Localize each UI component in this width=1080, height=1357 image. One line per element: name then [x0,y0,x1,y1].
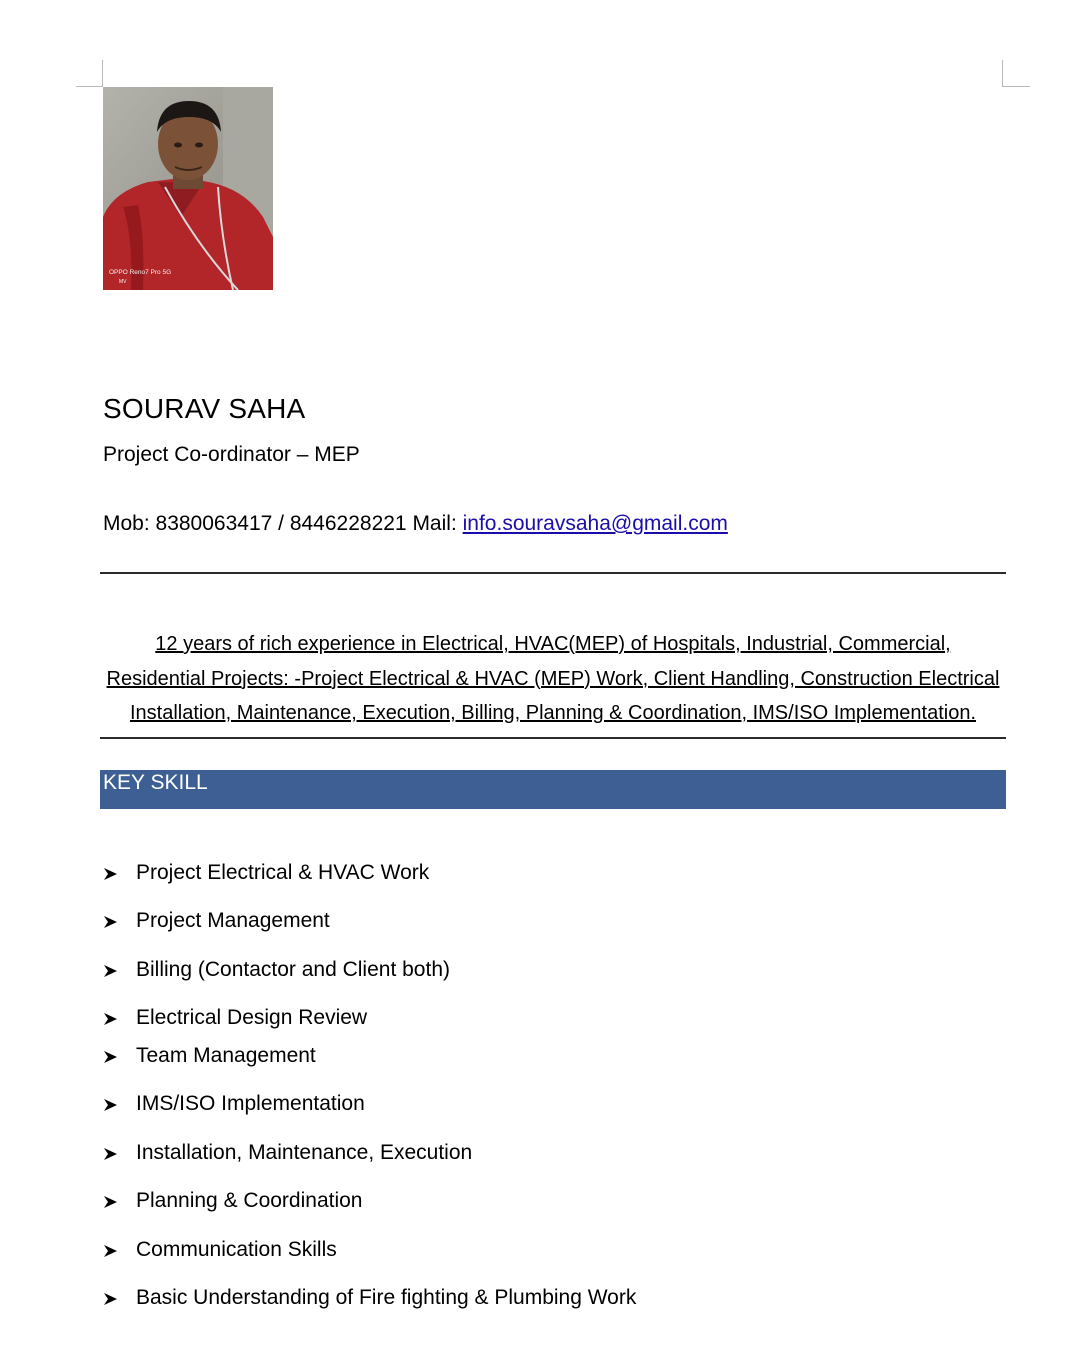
skill-label: Team Management [136,1044,316,1067]
skill-label: Communication Skills [136,1238,337,1261]
photo-watermark-sub: MV [119,279,127,285]
skill-label: IMS/ISO Implementation [136,1092,365,1115]
summary-line: Residential Projects: -Project Electrical & HVAC (MEP) Work, Client Handling, Construction Electrical [106,667,1000,690]
summary-line: Installation, Maintenance, Execution, Billing, Planning & Coordination, IMS/ISO Implementation. [129,702,976,724]
arrow-bullet-icon [103,1012,118,1026]
skill-item [103,1236,803,1266]
divider-bottom [100,737,1006,739]
arrow-bullet-icon [103,1195,118,1209]
contact-line [103,512,728,536]
skill-label: Planning & Coordination [136,1189,363,1212]
skill-label: Electrical Design Review [136,1006,368,1029]
skill-item [103,907,803,937]
arrow-bullet-icon [103,1292,118,1306]
skill-item [103,1187,803,1217]
skill-item [103,956,803,986]
skill-label: Project Electrical & HVAC Work [136,861,430,884]
arrow-bullet-icon [103,915,118,929]
candidate-role: Project Co-ordinator – MEP [103,443,360,466]
skill-label: Project Management [136,909,330,932]
profile-photo [103,87,273,290]
divider-top [100,572,1006,574]
skill-item [103,1090,803,1120]
arrow-bullet-icon [103,1098,118,1112]
arrow-bullet-icon [103,1050,118,1064]
experience-summary [100,627,1006,731]
skill-item [103,1139,803,1169]
section-title: KEY SKILL [103,771,208,794]
section-header-key-skill [100,770,1006,809]
arrow-bullet-icon [103,867,118,881]
photo-watermark: OPPO Reno7 Pro 5G [109,269,172,276]
arrow-bullet-icon [103,964,118,978]
skill-label: Billing (Contactor and Client both) [136,958,450,981]
summary-line: 12 years of rich experience in Electrical, HVAC(MEP) of Hospitals, Industrial, Commercial, [155,633,951,655]
arrow-bullet-icon [103,1147,118,1161]
contact-phone: Mob: 8380063417 / 8446228221 Mail: [103,512,463,535]
skill-label: Installation, Maintenance, Execution [136,1141,473,1164]
email-link[interactable]: info.souravsaha@gmail.com [462,512,728,535]
arrow-bullet-icon [103,1244,118,1258]
skill-item [103,1042,803,1072]
skill-item [103,1004,803,1034]
skill-item [103,1284,803,1314]
skill-item [103,859,803,889]
candidate-name: SOURAV SAHA [103,393,306,424]
skill-label: Basic Understanding of Fire fighting & Plumbing Work [136,1286,637,1309]
